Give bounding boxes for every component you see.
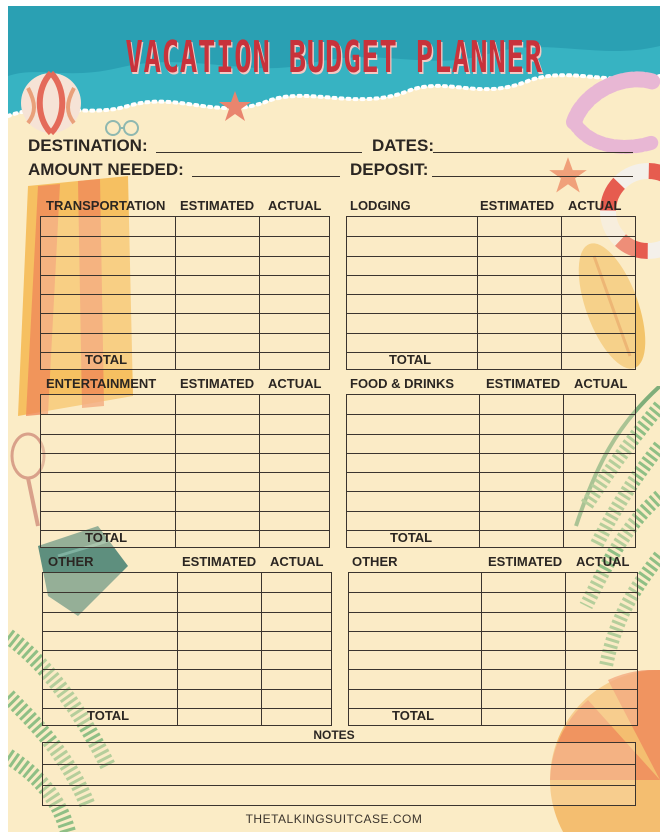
table-column-divider <box>175 395 176 547</box>
section-category-label: OTHER <box>48 554 94 569</box>
table-row-line <box>349 669 637 670</box>
section-category-label: ENTERTAINMENT <box>46 376 157 391</box>
table-row-line <box>41 333 329 334</box>
table-column-divider <box>561 217 562 369</box>
estimated-header: ESTIMATED <box>480 198 555 213</box>
estimated-header: ESTIMATED <box>182 554 257 569</box>
table-row-line <box>41 256 329 257</box>
budget-section <box>348 554 638 726</box>
table-row-line <box>43 689 331 690</box>
table-row-line <box>43 631 331 632</box>
budget-table[interactable] <box>346 216 636 370</box>
budget-table[interactable] <box>346 394 636 548</box>
actual-header: ACTUAL <box>268 198 322 213</box>
table-row-line <box>41 453 329 454</box>
table-row-line <box>41 414 329 415</box>
page-title: VACATION BUDGET PLANNER <box>125 32 543 83</box>
table-row-line <box>41 434 329 435</box>
estimated-header: ESTIMATED <box>486 376 561 391</box>
budget-section <box>346 376 636 548</box>
table-column-divider <box>563 395 564 547</box>
section-category-label: FOOD & DRINKS <box>350 376 454 391</box>
total-label: TOTAL <box>390 530 433 545</box>
table-row-line <box>347 511 635 512</box>
table-row-line <box>41 275 329 276</box>
deposit-field[interactable] <box>432 176 633 177</box>
table-row-line <box>43 650 331 651</box>
budget-section <box>346 198 636 370</box>
table-row-line <box>347 256 635 257</box>
estimated-header: ESTIMATED <box>180 376 255 391</box>
table-row-line <box>41 511 329 512</box>
table-row-line <box>347 333 635 334</box>
table-row-line <box>347 472 635 473</box>
notes-line <box>43 785 635 786</box>
table-column-divider <box>259 395 260 547</box>
budget-table[interactable] <box>40 216 330 370</box>
table-row-line <box>349 631 637 632</box>
dates-label: DATES: <box>372 136 435 155</box>
actual-header: ACTUAL <box>568 198 622 213</box>
deposit-label: DEPOSIT: <box>350 160 429 179</box>
total-label: TOTAL <box>85 530 128 545</box>
table-row-line <box>349 650 637 651</box>
notes-box[interactable] <box>42 742 636 806</box>
table-row-line <box>41 491 329 492</box>
table-column-divider <box>481 573 482 725</box>
table-column-divider <box>177 573 178 725</box>
actual-header: ACTUAL <box>574 376 628 391</box>
estimated-header: ESTIMATED <box>180 198 255 213</box>
table-row-line <box>43 669 331 670</box>
budget-section <box>40 376 330 548</box>
table-row-line <box>43 592 331 593</box>
section-category-label: OTHER <box>352 554 398 569</box>
destination-label: DESTINATION: <box>28 136 148 155</box>
total-label: TOTAL <box>85 352 128 367</box>
section-category-label: TRANSPORTATION <box>46 198 166 213</box>
table-row-line <box>347 275 635 276</box>
destination-field[interactable] <box>156 152 362 153</box>
website-footer: THETALKINGSUITCASE.COM <box>245 812 423 826</box>
budget-table[interactable] <box>348 572 638 726</box>
table-row-line <box>347 294 635 295</box>
table-row-line <box>347 313 635 314</box>
table-row-line <box>349 689 637 690</box>
section-category-label: LODGING <box>350 198 411 213</box>
table-row-line <box>43 612 331 613</box>
starfish-icon <box>218 90 252 124</box>
amount-needed-label: AMOUNT NEEDED: <box>28 160 184 179</box>
table-column-divider <box>261 573 262 725</box>
table-row-line <box>347 236 635 237</box>
total-label: TOTAL <box>389 352 432 367</box>
table-row-line <box>349 612 637 613</box>
notes-line <box>43 764 635 765</box>
amount-needed-field[interactable] <box>192 176 340 177</box>
table-row-line <box>347 414 635 415</box>
total-label: TOTAL <box>392 708 435 723</box>
table-row-line <box>41 236 329 237</box>
table-column-divider <box>479 395 480 547</box>
planner-page <box>8 6 660 832</box>
table-row-line <box>41 472 329 473</box>
table-column-divider <box>565 573 566 725</box>
actual-header: ACTUAL <box>268 376 322 391</box>
table-row-line <box>41 294 329 295</box>
budget-section <box>40 198 330 370</box>
table-row-line <box>347 453 635 454</box>
estimated-header: ESTIMATED <box>488 554 563 569</box>
notes-label: NOTES <box>313 728 355 742</box>
table-column-divider <box>175 217 176 369</box>
table-row-line <box>347 434 635 435</box>
total-label: TOTAL <box>87 708 130 723</box>
table-row-line <box>41 313 329 314</box>
actual-header: ACTUAL <box>270 554 324 569</box>
actual-header: ACTUAL <box>576 554 630 569</box>
budget-section <box>42 554 332 726</box>
table-row-line <box>349 592 637 593</box>
table-row-line <box>347 491 635 492</box>
budget-table[interactable] <box>42 572 332 726</box>
dates-field[interactable] <box>433 152 633 153</box>
table-column-divider <box>259 217 260 369</box>
budget-table[interactable] <box>40 394 330 548</box>
table-column-divider <box>477 217 478 369</box>
